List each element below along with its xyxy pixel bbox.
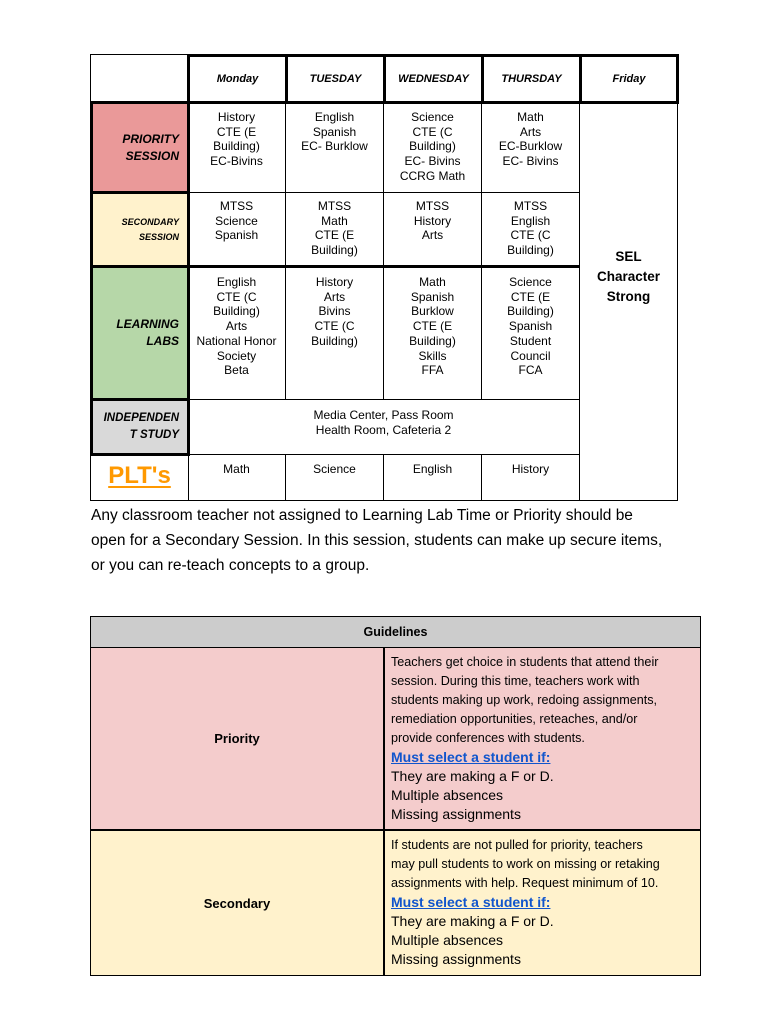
description-line: students making up work, redoing assignments, [391, 693, 658, 707]
class-entry: Beta [224, 363, 249, 378]
row-label-learning-labs [90, 265, 190, 401]
class-entry: Arts [421, 228, 444, 243]
criteria-item: Missing assignments [391, 951, 521, 967]
class-entry: CTE (E [510, 289, 551, 304]
class-entry: MTSS [219, 199, 254, 213]
priority-wednesday-cell [384, 104, 482, 193]
class-entry: Science [313, 462, 356, 476]
class-entry: FCA [518, 363, 543, 378]
class-entry: Building) [311, 243, 358, 258]
criteria-list [391, 912, 700, 969]
class-entry: EC-Burklow [498, 139, 563, 154]
location-line: Media Center, Pass Room [313, 408, 454, 422]
class-entry: Skills [418, 348, 447, 363]
class-entry: EC-Bivins [210, 154, 263, 169]
row-label-plts [90, 453, 189, 501]
row-label-independent-study [90, 398, 190, 456]
class-entry: Council [510, 348, 551, 363]
class-entry: Math [321, 213, 348, 228]
class-entry: Building) [213, 304, 260, 319]
class-entry: Science [215, 213, 258, 228]
criteria-item: They are making a F or D. [391, 768, 554, 784]
description-line: remediation opportunities, reteaches, and/or [391, 712, 638, 726]
description-line: If students are not pulled for priority, teachers [391, 838, 643, 852]
class-entry: Math [223, 462, 250, 476]
class-entry: English [412, 462, 453, 476]
class-entry: EC- Burklow [301, 139, 368, 154]
note-line: open for a Secondary Session. In this session, students can make up secure items, [91, 532, 663, 549]
secondary-monday-cell [188, 193, 286, 267]
class-entry: Arts [323, 289, 346, 304]
row-label-line: PRIORITY [122, 131, 179, 146]
criteria-list [391, 767, 700, 824]
class-entry: Building) [409, 139, 456, 154]
secondary-session-note [91, 503, 691, 578]
class-entry: EC- Bivins [404, 154, 461, 169]
secondary-tuesday-cell [286, 193, 384, 267]
secondary-thursday-cell [482, 193, 580, 267]
priority-monday-cell [188, 104, 286, 193]
priority-tuesday-cell [286, 104, 384, 193]
class-entry: Building) [409, 333, 456, 348]
class-entry: CTE (E [412, 319, 453, 334]
description-line: session. During this time, teachers work with [391, 674, 640, 688]
class-entry: Building) [213, 139, 260, 154]
day-header-tuesday: TUESDAY [285, 54, 386, 104]
row-label-line: LABS [146, 334, 179, 348]
class-entry: Math [419, 275, 446, 289]
class-entry: History [413, 213, 452, 228]
guideline-detail-secondary [385, 831, 700, 975]
must-select-link[interactable]: Must select a student if: [391, 894, 551, 910]
guideline-detail-priority [385, 648, 700, 831]
criteria-item: Missing assignments [391, 806, 521, 822]
class-entry: Bivins [318, 304, 351, 319]
row-label-line: T STUDY [129, 429, 179, 441]
day-header-monday: Monday [187, 54, 288, 104]
guidelines-table [90, 616, 701, 976]
class-entry: Math [517, 110, 544, 124]
guidelines-header: Guidelines [91, 617, 700, 648]
row-label-line: INDEPENDEN [103, 412, 179, 424]
labs-monday-cell [188, 265, 286, 400]
note-line: or you can re-teach concepts to a group. [91, 557, 370, 574]
class-entry: MTSS [415, 199, 450, 213]
plts-title: PLT's [108, 462, 171, 490]
day-header-wednesday: WEDNESDAY [383, 54, 484, 104]
row-label-priority-session [90, 101, 190, 194]
guideline-description [391, 653, 700, 748]
class-entry: MTSS [513, 199, 548, 213]
class-entry: Science [411, 110, 454, 124]
row-label-line: SESSION [125, 148, 179, 163]
row-label-line: SESSION [138, 231, 179, 242]
plt-thursday-cell [482, 455, 580, 501]
plt-tuesday-cell [286, 455, 384, 501]
priority-thursday-cell [482, 104, 580, 193]
class-entry: EC- Bivins [502, 154, 559, 169]
day-header-friday: Friday [579, 54, 679, 104]
sel-line: Strong [606, 289, 651, 304]
guideline-label-priority: Priority [91, 648, 385, 831]
class-entry: History [315, 275, 354, 289]
row-label-secondary-session [90, 191, 190, 268]
class-entry: CTE (C [412, 124, 453, 139]
class-entry: CCRG Math [399, 168, 466, 183]
class-entry: CTE (C [216, 289, 257, 304]
class-entry: English [314, 110, 355, 124]
class-entry: Spanish [214, 228, 259, 243]
schedule-table [90, 54, 678, 501]
description-line: may pull students to work on missing or retaking [391, 857, 660, 871]
class-entry: Society [216, 348, 257, 363]
class-entry: Science [509, 275, 552, 289]
labs-tuesday-cell [286, 265, 384, 400]
day-header-thursday: THURSDAY [481, 54, 582, 104]
secondary-wednesday-cell [384, 193, 482, 267]
description-line: provide conferences with students. [391, 731, 585, 745]
class-entry: History [217, 110, 256, 124]
guideline-label-secondary: Secondary [91, 831, 385, 975]
criteria-item: Multiple absences [391, 932, 504, 948]
class-entry: CTE (E [314, 228, 355, 243]
guideline-description [391, 836, 700, 893]
class-entry: Building) [507, 304, 554, 319]
plt-wednesday-cell [384, 455, 482, 501]
class-entry: English [216, 275, 257, 289]
row-label-line: LEARNING [116, 317, 179, 331]
class-entry: Arts [225, 319, 248, 334]
must-select-link[interactable]: Must select a student if: [391, 749, 551, 765]
note-line: Any classroom teacher not assigned to Learning Lab Time or Priority should be [91, 507, 633, 524]
independent-study-locations [188, 400, 580, 455]
class-entry: National Honor [196, 333, 277, 348]
class-entry: Spanish [508, 319, 553, 334]
class-entry: Spanish [410, 289, 455, 304]
class-entry: CTE (E [216, 124, 257, 139]
corner-cell [90, 54, 189, 102]
row-label-line: SECONDARY [121, 216, 179, 227]
sel-line: SEL [615, 249, 642, 264]
class-entry: MTSS [317, 199, 352, 213]
class-entry: CTE (C [510, 228, 551, 243]
class-entry: Arts [519, 124, 542, 139]
plt-monday-cell [188, 455, 286, 501]
class-entry: Burklow [411, 304, 454, 319]
labs-wednesday-cell [384, 265, 482, 400]
class-entry: History [511, 462, 550, 476]
class-entry: FFA [421, 363, 444, 378]
criteria-item: Multiple absences [391, 787, 504, 803]
class-entry: English [510, 213, 551, 228]
location-line: Health Room, Cafeteria 2 [315, 422, 452, 437]
labs-thursday-cell [482, 265, 580, 400]
class-entry: Spanish [312, 124, 357, 139]
description-line: assignments with help. Request minimum of 10. [391, 876, 659, 890]
class-entry: Student [509, 333, 552, 348]
friday-sel-cell [580, 104, 678, 501]
criteria-item: They are making a F or D. [391, 913, 554, 929]
description-line: Teachers get choice in students that attend their [391, 655, 659, 669]
sel-line: Character [596, 269, 661, 284]
class-entry: Building) [311, 333, 358, 348]
class-entry: CTE (C [314, 319, 355, 334]
class-entry: Building) [507, 243, 554, 258]
